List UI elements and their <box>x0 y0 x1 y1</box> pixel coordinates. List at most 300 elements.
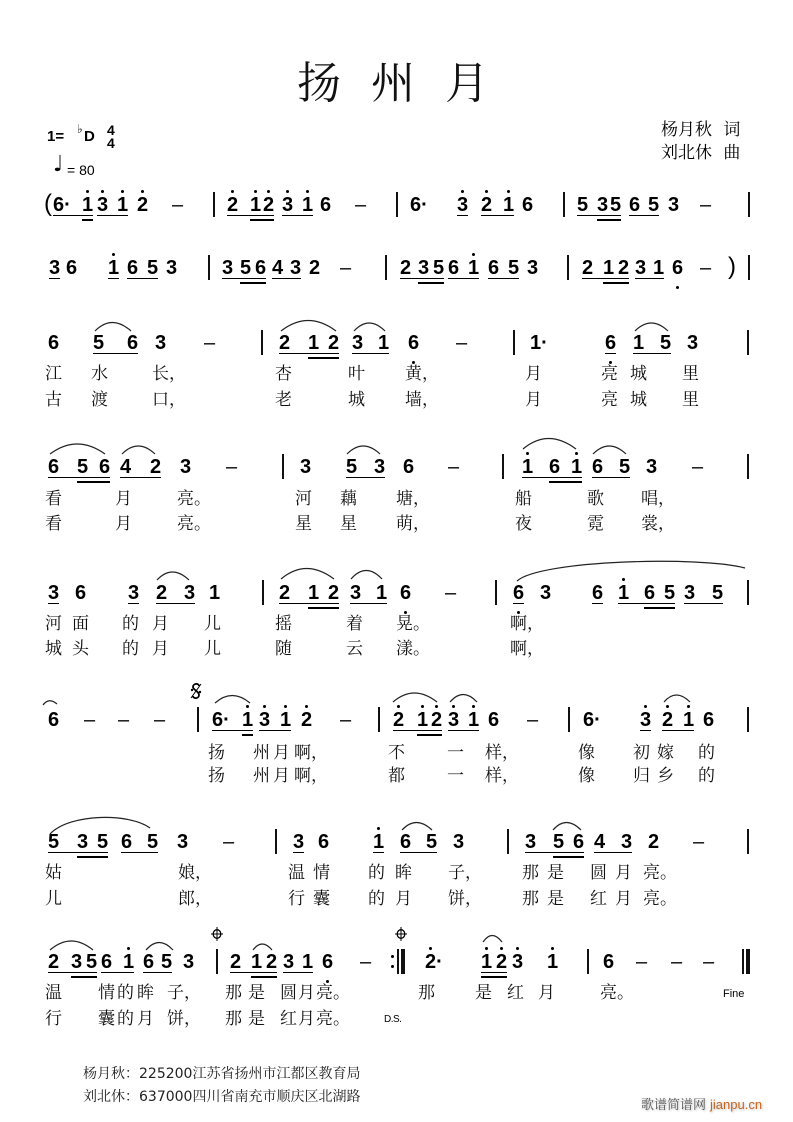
lyric-syllable: 裳， <box>641 514 675 534</box>
slur <box>635 323 668 331</box>
sustain-dash: – <box>448 456 460 478</box>
intro-close-paren: ) <box>728 253 736 280</box>
note: 5 <box>97 831 109 853</box>
note: 3 <box>527 257 539 279</box>
note: 6 <box>320 194 332 216</box>
slur <box>354 323 385 331</box>
sustain-dash: – <box>340 257 352 279</box>
note: 3 <box>635 258 653 279</box>
lyric-syllable: 儿 <box>204 639 221 659</box>
note: 3 <box>646 456 658 478</box>
note: 3 <box>128 582 140 604</box>
lyric-syllable: 囊 <box>98 1009 115 1029</box>
note: 3 <box>457 194 469 216</box>
note: 3 <box>448 710 468 731</box>
note: 1 <box>547 951 559 973</box>
lyric-syllable: 是 <box>475 983 492 1003</box>
note: 4 <box>594 832 621 853</box>
lyric-syllable: 杏 <box>275 364 292 384</box>
lyric-syllable: 归 <box>633 766 650 786</box>
lyric-syllable: 啊， <box>510 639 544 659</box>
lyric-syllable: 月 <box>152 639 169 659</box>
lyric-syllable: 随 <box>275 639 292 659</box>
composer-credit: 刘北休 曲 <box>661 143 741 163</box>
slur <box>95 323 131 332</box>
note: 1 <box>117 194 129 216</box>
sustain-dash: – <box>445 582 457 604</box>
slur <box>347 446 380 454</box>
note: 2 <box>618 257 630 279</box>
note: 5 <box>712 582 724 604</box>
note: 5 <box>77 457 99 478</box>
lyric-syllable: 乡 <box>657 766 674 786</box>
slur <box>351 571 382 580</box>
note: 6 <box>99 456 111 478</box>
lyric-syllable: 老 <box>275 390 292 410</box>
note: 2 <box>400 258 418 279</box>
footer-address-lyricist: 杨月秋：225200江苏省扬州市江都区教育局 <box>83 1066 361 1082</box>
note: 3 <box>540 582 552 604</box>
lyric-syllable: 那 <box>522 889 539 909</box>
note: 6 <box>522 194 534 216</box>
lyric-syllable: 是 <box>248 1009 265 1029</box>
note: 3 <box>282 195 302 216</box>
lyric-syllable: 扬 <box>208 766 225 786</box>
lyric-syllable: 黄， <box>405 364 439 384</box>
lyric-syllable: 河 <box>45 614 62 634</box>
lyric-syllable: 水 <box>91 364 108 384</box>
note: 2 <box>328 332 340 354</box>
sustain-dash: – <box>84 709 96 731</box>
lyric-syllable: 歌 <box>587 489 604 509</box>
sustain-dash: – <box>154 709 166 731</box>
lyric-syllable: 亮。 <box>643 889 677 909</box>
lyric-syllable: 星 <box>295 514 312 534</box>
key-prefix: 1= <box>47 128 65 145</box>
note: 3 <box>180 456 192 478</box>
note: 1 <box>417 710 431 731</box>
lyric-syllable: 温 <box>288 863 305 883</box>
note: 6 <box>448 258 468 279</box>
dal-segno-mark: D.S. <box>384 1014 402 1025</box>
note: 1 <box>251 952 266 973</box>
lyric-syllable: 样， <box>485 766 519 786</box>
lyric-syllable: 啊， <box>294 766 328 786</box>
lyric-syllable: 塘， <box>396 489 430 509</box>
note: 2 <box>496 951 508 973</box>
note: 1 <box>503 194 515 216</box>
note: 3 <box>350 583 376 604</box>
note: 1 <box>522 457 549 478</box>
note: 5 <box>86 951 98 973</box>
note: 2 <box>48 952 71 973</box>
note: 3 <box>684 583 712 604</box>
lyric-syllable: 的 <box>122 614 139 634</box>
lyric-syllable: 饼， <box>448 889 482 909</box>
note: 6 <box>48 709 60 731</box>
lyric-syllable: 月 <box>615 889 632 909</box>
note: 2 <box>309 257 321 279</box>
lyric-syllable: 月 <box>273 743 290 763</box>
note: 6 <box>644 583 664 604</box>
note: 2 <box>582 258 603 279</box>
time-signature-bottom: 4 <box>107 135 115 151</box>
note: 1 <box>373 831 385 853</box>
note: 2· <box>425 951 443 973</box>
note: 3 <box>259 710 280 731</box>
note: 2 <box>263 194 275 216</box>
lyric-syllable: 夜 <box>515 514 532 534</box>
lyricist-credit: 杨月秋 词 <box>661 120 741 140</box>
note: 1 <box>618 583 644 604</box>
note: 2 <box>266 951 278 973</box>
lyric-syllable: 子， <box>167 983 201 1003</box>
lyric-syllable: 亮。 <box>600 983 634 1003</box>
lyric-syllable: 那 <box>225 1009 242 1029</box>
lyric-syllable: 里 <box>682 364 699 384</box>
note: 3 <box>48 582 60 604</box>
note: 6 <box>703 709 715 731</box>
note: 6· <box>410 194 428 216</box>
note: 6 <box>322 951 334 973</box>
note: 3 <box>352 333 378 354</box>
lyric-syllable: 萌， <box>396 514 430 534</box>
slur <box>553 823 581 831</box>
lyric-syllable: 漾。 <box>396 639 430 659</box>
note: 6 <box>255 257 267 279</box>
lyric-syllable: 行 <box>288 889 305 909</box>
note: 2 <box>230 952 251 973</box>
note: 3 <box>300 456 312 478</box>
lyric-syllable: 月 <box>115 489 132 509</box>
lyric-syllable: 月 <box>152 614 169 634</box>
quarter-note-icon: ♩ <box>53 152 64 177</box>
lyric-syllable: 月 <box>538 983 555 1003</box>
lyric-syllable: 月 <box>298 1009 315 1029</box>
sustain-dash: – <box>360 951 372 973</box>
watermark <box>641 1096 762 1114</box>
lyric-syllable: 州 <box>253 743 270 763</box>
watermark-site-name: 歌谱简谱网 <box>641 1098 707 1113</box>
note: 6· <box>212 710 242 731</box>
lyric-syllable: 亮。 <box>316 983 350 1003</box>
lyric-syllable: 姑 <box>45 863 62 883</box>
lyric-syllable: 圆 <box>280 983 297 1003</box>
note: 1 <box>209 582 221 604</box>
note: 1 <box>468 709 480 731</box>
note: 6 <box>573 831 585 853</box>
note: 6· <box>583 709 601 731</box>
lyric-syllable: 的 <box>698 743 715 763</box>
lyric-syllable: 城 <box>348 390 365 410</box>
lyric-syllable: 月 <box>395 889 412 909</box>
note: 2 <box>279 333 308 354</box>
note: 5 <box>48 832 77 853</box>
flat-sign: ♭ <box>77 122 83 136</box>
lyric-syllable: 河 <box>295 489 312 509</box>
note: 6 <box>603 951 615 973</box>
lyric-syllable: 是 <box>248 983 265 1003</box>
lyric-syllable: 儿 <box>204 614 221 634</box>
note: 1 <box>108 257 120 279</box>
slur <box>146 943 173 951</box>
sustain-dash: – <box>118 709 130 731</box>
note: 4 <box>120 457 150 478</box>
lyric-syllable: 叶 <box>348 364 365 384</box>
lyric-syllable: 不 <box>388 743 405 763</box>
slur <box>253 944 272 950</box>
note: 6 <box>403 456 415 478</box>
lyric-syllable: 口， <box>152 390 186 410</box>
note: 5 <box>577 195 597 216</box>
tie <box>43 701 57 705</box>
sustain-dash: – <box>692 456 704 478</box>
note: 6 <box>48 457 77 478</box>
note: 1 <box>633 333 660 354</box>
lyric-syllable: 眸 <box>395 863 412 883</box>
note: 5 <box>147 257 159 279</box>
note: 1 <box>242 709 254 731</box>
note: 5 <box>240 258 255 279</box>
note: 2 <box>301 709 313 731</box>
slur <box>215 696 250 704</box>
note: 6 <box>101 952 123 973</box>
lyric-syllable: 渡 <box>91 390 108 410</box>
note: 6 <box>400 582 412 604</box>
note: 3 <box>49 257 61 279</box>
note: 6 <box>75 582 87 604</box>
note: 6 <box>488 258 508 279</box>
note: 3 <box>183 951 195 973</box>
note: 5 <box>147 831 159 853</box>
sustain-dash: – <box>226 456 238 478</box>
note: 2 <box>150 456 162 478</box>
lyric-syllable: 扬 <box>208 743 225 763</box>
lyric-syllable: 的 <box>368 863 385 883</box>
tie <box>517 561 745 581</box>
sustain-dash: – <box>671 951 683 973</box>
note: 1 <box>683 709 695 731</box>
lyric-syllable: 初 <box>633 743 650 763</box>
lyric-syllable: 城 <box>630 364 647 384</box>
sustain-dash: – <box>636 951 648 973</box>
sustain-dash: – <box>703 951 715 973</box>
sustain-dash: – <box>527 709 539 731</box>
note: 6 <box>513 582 525 604</box>
lyric-syllable: 温 <box>45 983 62 1003</box>
lyric-syllable: 头 <box>72 639 89 659</box>
lyric-syllable: 月 <box>298 983 315 1003</box>
note: 1 <box>378 332 390 354</box>
lyric-syllable: 月 <box>525 364 542 384</box>
slur <box>593 446 626 454</box>
lyric-syllable: 月 <box>137 1009 154 1029</box>
lyric-syllable: 藕 <box>340 489 357 509</box>
note: 2 <box>481 195 503 216</box>
sustain-dash: – <box>223 831 235 853</box>
note: 5 <box>433 257 445 279</box>
note: 6 <box>127 258 147 279</box>
note: 2 <box>279 583 308 604</box>
note: 3 <box>222 258 240 279</box>
note: 1 <box>308 583 328 604</box>
sustain-dash: – <box>456 332 468 354</box>
lyric-syllable: 亮 <box>601 364 618 384</box>
lyric-syllable: 的 <box>698 766 715 786</box>
note: 1· <box>530 332 548 354</box>
note: 6 <box>143 952 161 973</box>
note: 5 <box>508 257 520 279</box>
note: 5 <box>619 456 631 478</box>
lyric-syllable: 月 <box>525 390 542 410</box>
note: 2 <box>393 710 417 731</box>
lyric-syllable: 像 <box>578 766 595 786</box>
note: 6 <box>400 832 426 853</box>
watermark-site-url: jianpu.cn <box>710 1097 763 1112</box>
note: 2 <box>328 582 340 604</box>
note: 2 <box>137 194 149 216</box>
note: 6 <box>672 257 684 279</box>
slur <box>50 444 105 454</box>
lyric-syllable: 亮。 <box>316 1009 350 1029</box>
fine-mark: Fine <box>723 988 745 1000</box>
note: 1 <box>302 951 314 973</box>
lyric-syllable: 唱， <box>641 489 675 509</box>
sustain-dash: – <box>340 709 352 731</box>
note: 2 <box>227 195 250 216</box>
note: 6 <box>66 257 78 279</box>
lyric-syllable: 一 <box>447 743 464 763</box>
note: 6 <box>48 332 60 354</box>
note: 3 <box>640 709 652 731</box>
note: 3 <box>290 257 302 279</box>
lyric-syllable: 长， <box>152 364 186 384</box>
note: 6 <box>629 195 648 216</box>
note: 6 <box>127 332 139 354</box>
sustain-dash: – <box>172 194 184 216</box>
slur <box>50 817 150 834</box>
lyric-syllable: 看 <box>45 514 62 534</box>
lyric-syllable: 眸 <box>137 983 154 1003</box>
note: 1 <box>82 194 94 216</box>
note: 3 <box>418 258 433 279</box>
lyric-syllable: 样， <box>485 743 519 763</box>
note: 1 <box>376 582 388 604</box>
song-title: 扬州月 <box>297 58 519 109</box>
note: 3 <box>293 831 305 853</box>
note: 3 <box>97 195 117 216</box>
lyric-syllable: 都 <box>388 766 405 786</box>
note: 3 <box>374 456 386 478</box>
note: 5 <box>660 332 672 354</box>
note: 1 <box>571 456 583 478</box>
sustain-dash: – <box>700 257 712 279</box>
lyric-syllable: 是 <box>547 863 564 883</box>
note: 2 <box>156 583 184 604</box>
note: 1 <box>308 333 328 354</box>
note: 3 <box>71 952 86 973</box>
note: 3 <box>177 831 189 853</box>
lyric-syllable: 的 <box>122 639 139 659</box>
slur <box>393 693 437 702</box>
lyric-syllable: 云 <box>346 639 363 659</box>
lyric-syllable: 亮。 <box>177 514 211 534</box>
lyric-syllable: 古 <box>45 390 62 410</box>
lyric-syllable: 月 <box>115 514 132 534</box>
note: 5 <box>610 194 622 216</box>
note: 6 <box>121 832 147 853</box>
note: 5 <box>346 457 374 478</box>
note: 5 <box>426 831 438 853</box>
note: 6 <box>408 332 420 354</box>
note: 5 <box>553 832 573 853</box>
slur <box>122 446 155 454</box>
lyric-syllable: 船 <box>515 489 532 509</box>
lyric-syllable: 亮。 <box>643 863 677 883</box>
note: 2 <box>662 710 683 731</box>
note: 3 <box>512 951 524 973</box>
note: 2 <box>648 831 660 853</box>
note: 6 <box>592 582 604 604</box>
lyric-syllable: 霓 <box>587 514 604 534</box>
lyric-syllable: 子， <box>448 863 482 883</box>
note: 5 <box>648 194 660 216</box>
tempo-value: = 80 <box>67 162 95 178</box>
lyric-syllable: 那 <box>225 983 242 1003</box>
note: 3 <box>453 831 465 853</box>
lyric-syllable: 江 <box>45 364 62 384</box>
lyric-syllable: 饼， <box>167 1009 201 1029</box>
note: 3 <box>621 831 633 853</box>
note: 3 <box>597 194 609 216</box>
note: 5 <box>161 951 173 973</box>
note: 3 <box>166 257 178 279</box>
lyric-syllable: 囊 <box>313 889 330 909</box>
slur <box>281 569 334 580</box>
note: 3 <box>283 952 302 973</box>
slur <box>157 572 189 580</box>
lyric-syllable: 城 <box>630 390 647 410</box>
note: 6 <box>549 457 571 478</box>
note: 5 <box>93 333 127 354</box>
note: 6 <box>488 709 500 731</box>
lyric-syllable: 亮。 <box>177 489 211 509</box>
note: 3 <box>155 332 167 354</box>
slur <box>664 695 690 702</box>
lyric-syllable: 啊， <box>510 614 544 634</box>
note: 6 <box>592 457 619 478</box>
lyric-syllable: 儿 <box>45 889 62 909</box>
lyric-syllable: 的 <box>117 1009 134 1029</box>
lyric-syllable: 像 <box>578 743 595 763</box>
note: 1 <box>603 258 618 279</box>
lyric-syllable: 啊， <box>294 743 328 763</box>
slur <box>50 941 93 950</box>
lyric-syllable: 红 <box>280 1009 297 1029</box>
lyric-syllable: 的 <box>117 983 134 1003</box>
note: 3 <box>525 832 553 853</box>
note: 3 <box>668 194 680 216</box>
footer-address-composer: 刘北休：637000四川省南充市顺庆区北湖路 <box>83 1089 361 1105</box>
note: 1 <box>302 194 314 216</box>
note: 6· <box>53 195 82 216</box>
sustain-dash: – <box>204 332 216 354</box>
note: 3 <box>77 832 97 853</box>
lyric-syllable: 星 <box>340 514 357 534</box>
note: 1 <box>280 709 292 731</box>
lyric-syllable: 那 <box>418 983 435 1003</box>
lyric-syllable: 一 <box>447 766 464 786</box>
